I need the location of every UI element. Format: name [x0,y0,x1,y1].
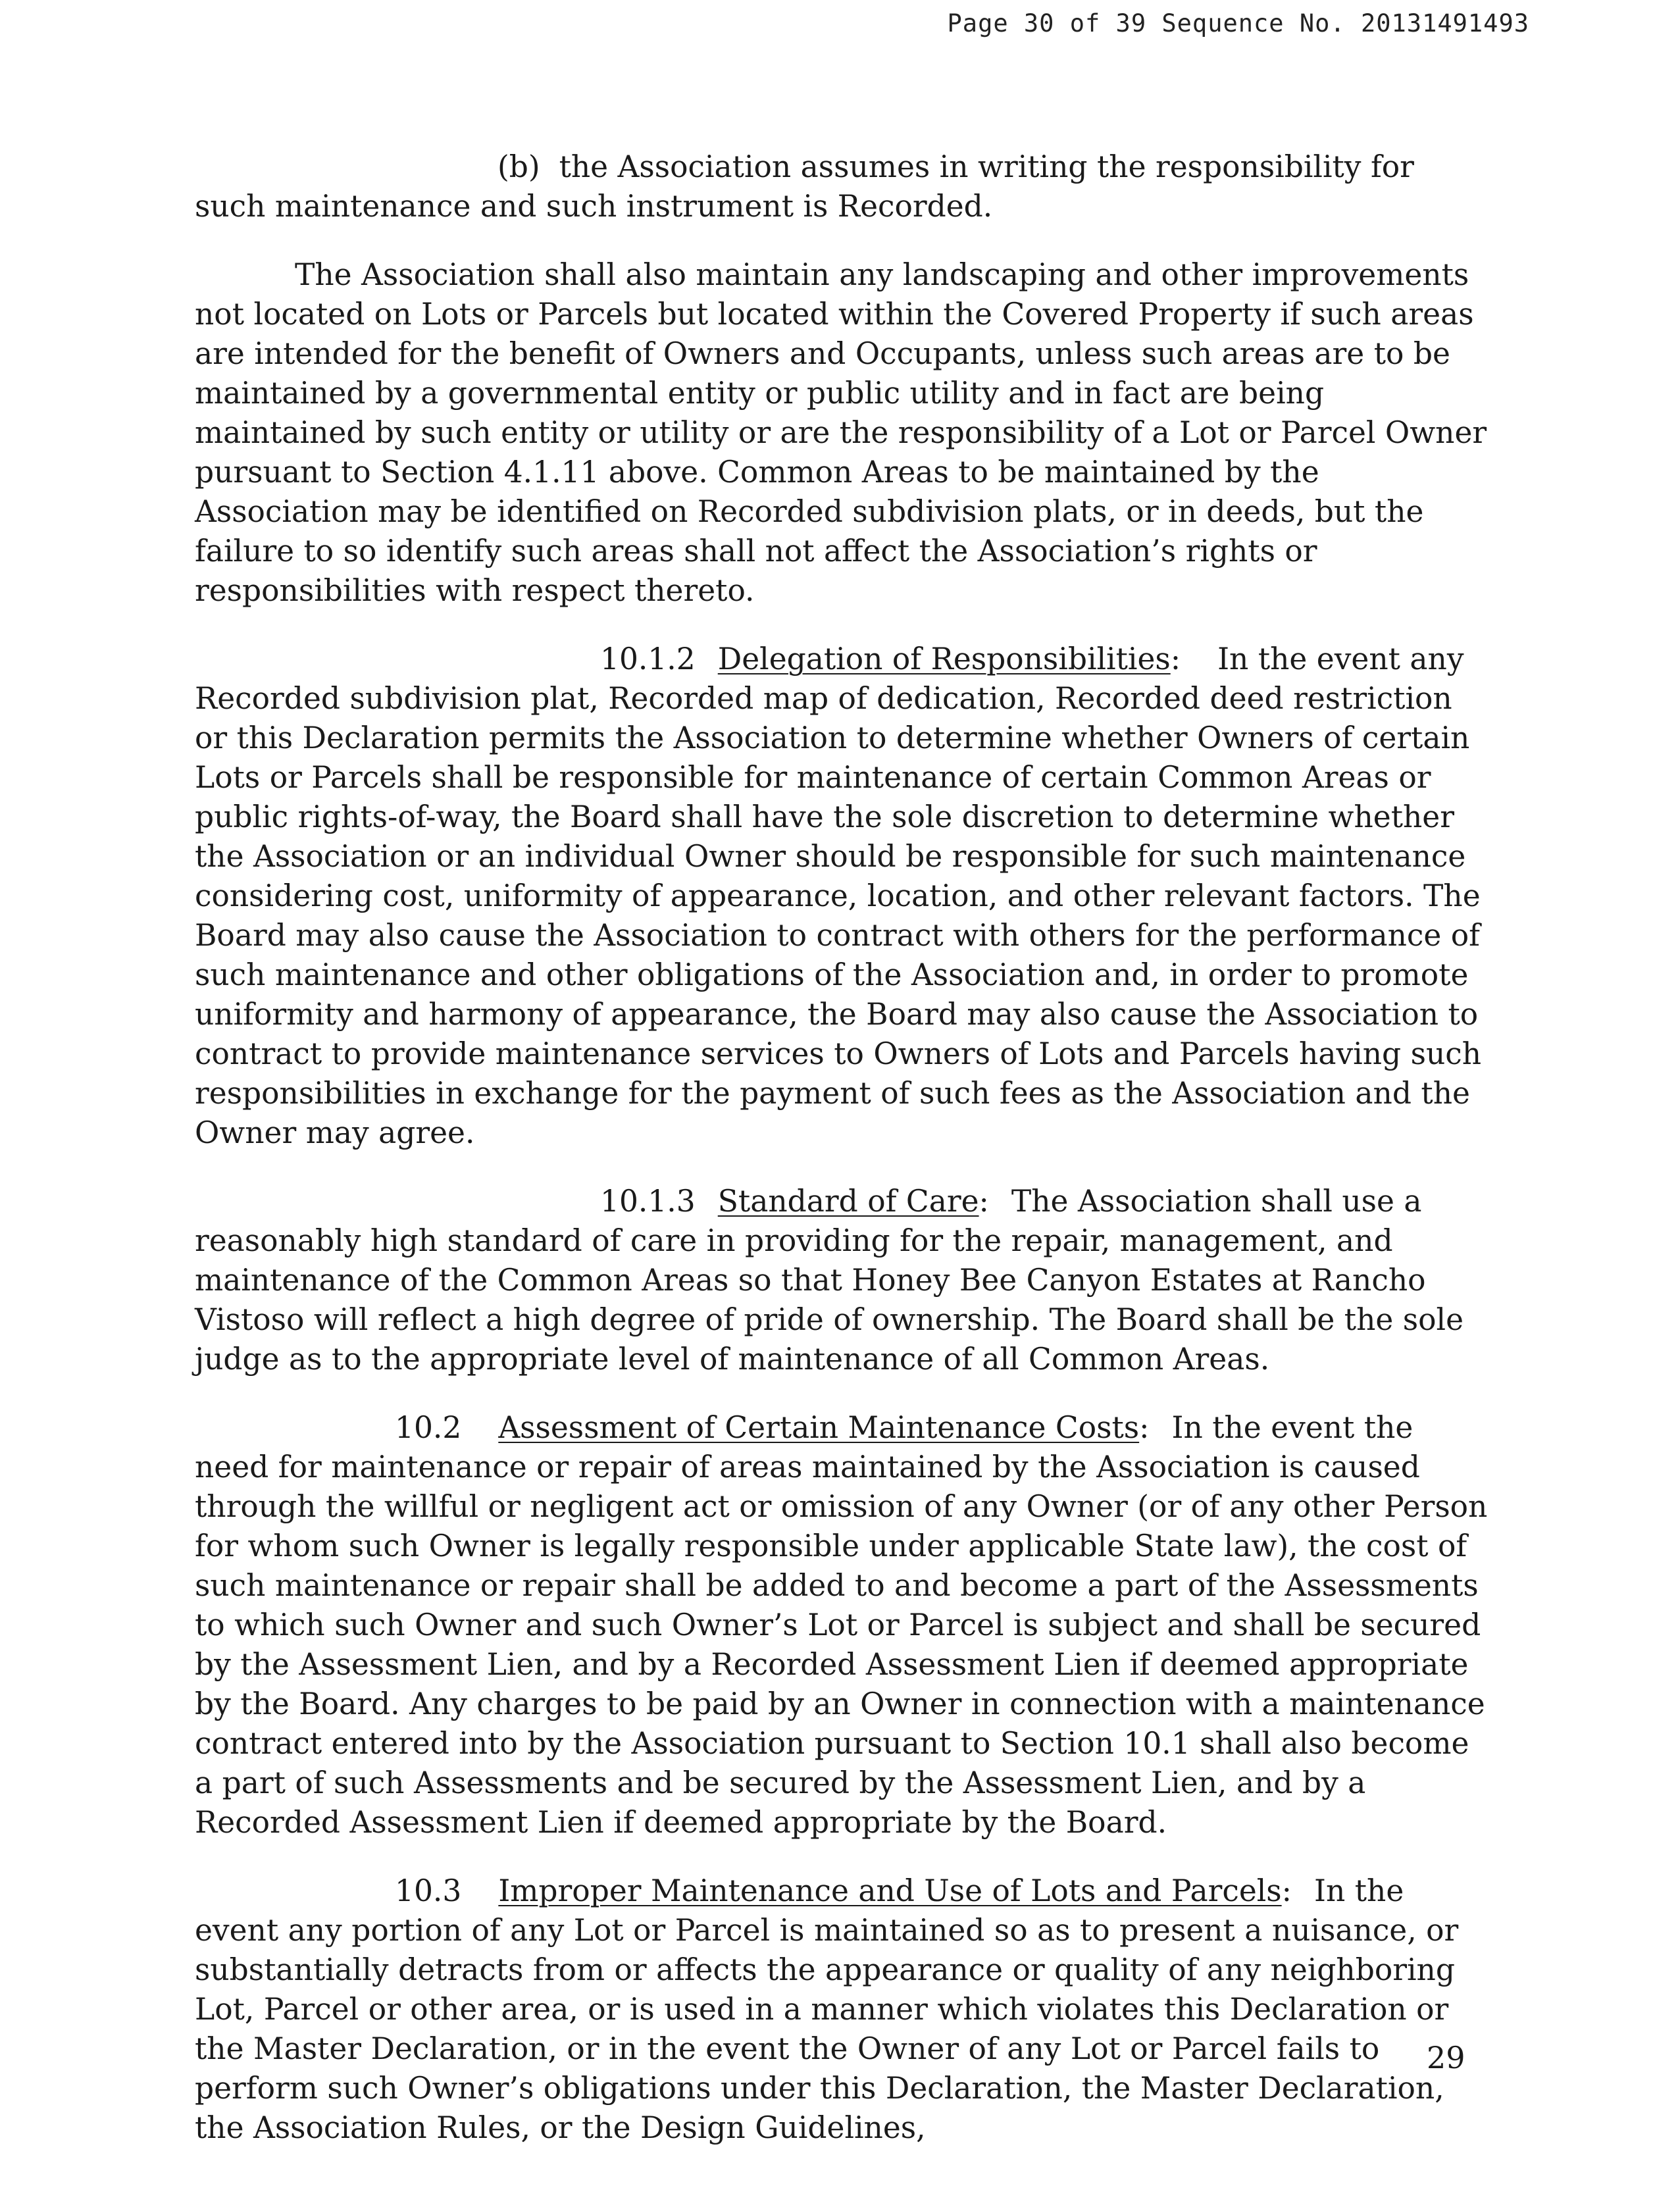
section-heading: Assessment of Certain Maintenance Costs [498,1410,1140,1445]
section-number: 10.1.2 [600,642,696,676]
section-10-2: 10.2 Assessment of Certain Maintenance Costs: In the event the need for maintenance or repair of areas maintained by the Association is caused through the willful or negligent act or omission of any Owner (or of any other Person for whom such Owner is legally responsible under applicable State law), the cost of such maintenance or repair shall be added to and become a part of the Assessments to which such Owner and such Owner’s Lot or Parcel is subject and shall be secured by the Assessment Lien, and by a Recorded Assessment Lien if deemed appropriate by the Board. Any charges to be paid by an Owner in connection with a maintenance contract entered into by the Association pursuant to Section 10.1 shall also become a part of such Assessments and be secured by the Assessment Lien, and by a Recorded Assessment Lien if deemed appropriate by the Board. [195,1408,1489,1842]
paragraph-text: the Association assumes in writing the responsibility for such maintenance and such instrument is Recorded. [195,149,1414,224]
paragraph-b [195,147,1489,226]
section-number: 10.1.3 [600,1184,696,1219]
section-text: In the event any portion of any Lot or Parcel is maintained so as to present a nuisance, or substantially detracts from or affects the appearance or quality of any neighboring Lot, Parcel or other area, or is used in a manner which violates this Declaration or the Master Declaration, or in the event the Owner of any Lot or Parcel fails to perform such Owner’s obligations under this Declaration, the Master Declaration, the Association Rules, or the Design Guidelines, [195,1873,1459,2145]
paragraph-text: The Association shall also maintain any landscaping and other improvements not located on Lots or Parcels but located within the Covered Property if such areas are intended for the benefit of Owners and Occupants, unless such areas are to be maintained by a governmental entity or public utility and in fact are being maintained by such entity or utility or are the responsibility of a Lot or Parcel Owner pursuant to Section 4.1.11 above. Common Areas to be maintained by the Association may be identified on Recorded subdivision plats, or in deeds, but the failure to so identify such areas shall not affect the Association’s rights or responsibilities with respect thereto. [195,257,1487,608]
section-10-3: 10.3 Improper Maintenance and Use of Lots and Parcels: In the event any portion of any Lot or Parcel is maintained so as to present a nuisance, or substantially detracts from or affects the appearance or quality of any neighboring Lot, Parcel or other area, or is used in a manner which violates this Declaration or the Master Declaration, or in the event the Owner of any Lot or Parcel fails to perform such Owner’s obligations under this Declaration, the Master Declaration, the Association Rules, or the Design Guidelines, [195,1871,1489,2148]
document-body [195,147,1489,2177]
section-text: In the event any Recorded subdivision plat, Recorded map of dedication, Recorded deed restriction or this Declaration permits the Association to determine whether Owners of certain Lots or Parcels shall be responsible for maintenance of certain Common Areas or public rights-of-way, the Board shall have the sole discretion to determine whether the Association or an individual Owner should be responsible for such maintenance considering cost, uniformity of appearance, location, and other relevant factors. The Board may also cause the Association to contract with others for the performance of such maintenance and other obligations of the Association and, in order to promote uniformity and harmony of appearance, the Board may also cause the Association to contract to provide maintenance services to Owners of Lots and Parcels having such responsibilities in exchange for the payment of such fees as the Association and the Owner may agree. [195,642,1482,1150]
section-number: 10.3 [395,1873,462,1908]
section-heading: Standard of Care [717,1184,979,1219]
section-10-1-3: 10.1.3 Standard of Care: The Association shall use a reasonably high standard of care in providing for the repair, management, and maintenance of the Common Areas so that Honey Bee Canyon Estates at Rancho Vistoso will reflect a high degree of pride of ownership. The Board shall be the sole judge as to the appropriate level of maintenance of all Common Areas. [195,1182,1489,1379]
paragraph-label: (b) [497,149,540,184]
page-number: 29 [1427,2040,1465,2075]
section-10-1-2: 10.1.2 Delegation of Responsibilities: In the event any Recorded subdivision plat, Recorded map of dedication, Recorded deed restriction or this Declaration permits the Association to determine whether Owners of certain Lots or Parcels shall be responsible for maintenance of certain Common Areas or public rights-of-way, the Board shall have the sole discretion to determine whether the Association or an individual Owner should be responsible for such maintenance considering cost, uniformity of appearance, location, and other relevant factors. The Board may also cause the Association to contract with others for the performance of such maintenance and other obligations of the Association and, in order to promote uniformity and harmony of appearance, the Board may also cause the Association to contract to provide maintenance services to Owners of Lots and Parcels having such responsibilities in exchange for the payment of such fees as the Association and the Owner may agree. [195,640,1489,1153]
section-heading: Improper Maintenance and Use of Lots and Parcels [498,1873,1282,1908]
section-number: 10.2 [395,1410,462,1445]
section-text: In the event the need for maintenance or repair of areas maintained by the Association is caused through the willful or negligent act or omission of any Owner (or of any other Person for whom such Owner is legally responsible under applicable State law), the cost of such maintenance or repair shall be added to and become a part of the Assessments to which such Owner and such Owner’s Lot or Parcel is subject and shall be secured by the Assessment Lien, and by a Recorded Assessment Lien if deemed appropriate by the Board. Any charges to be paid by an Owner in connection with a maintenance contract entered into by the Association pursuant to Section 10.1 shall also become a part of such Assessments and be secured by the Assessment Lien, and by a Recorded Assessment Lien if deemed appropriate by the Board. [195,1410,1488,1840]
sequence-header-text: Page 30 of 39 Sequence No. 20131491493 [947,9,1529,38]
section-text: The Association shall use a reasonably high standard of care in providing for the repair, management, and maintenance of the Common Areas so that Honey Bee Canyon Estates at Rancho Vistoso will reflect a high degree of pride of ownership. The Board shall be the sole judge as to the appropriate level of maintenance of all Common Areas. [195,1184,1464,1377]
page-header [0,9,1680,38]
paragraph-common-areas [195,255,1489,611]
section-heading: Delegation of Responsibilities [717,642,1171,676]
